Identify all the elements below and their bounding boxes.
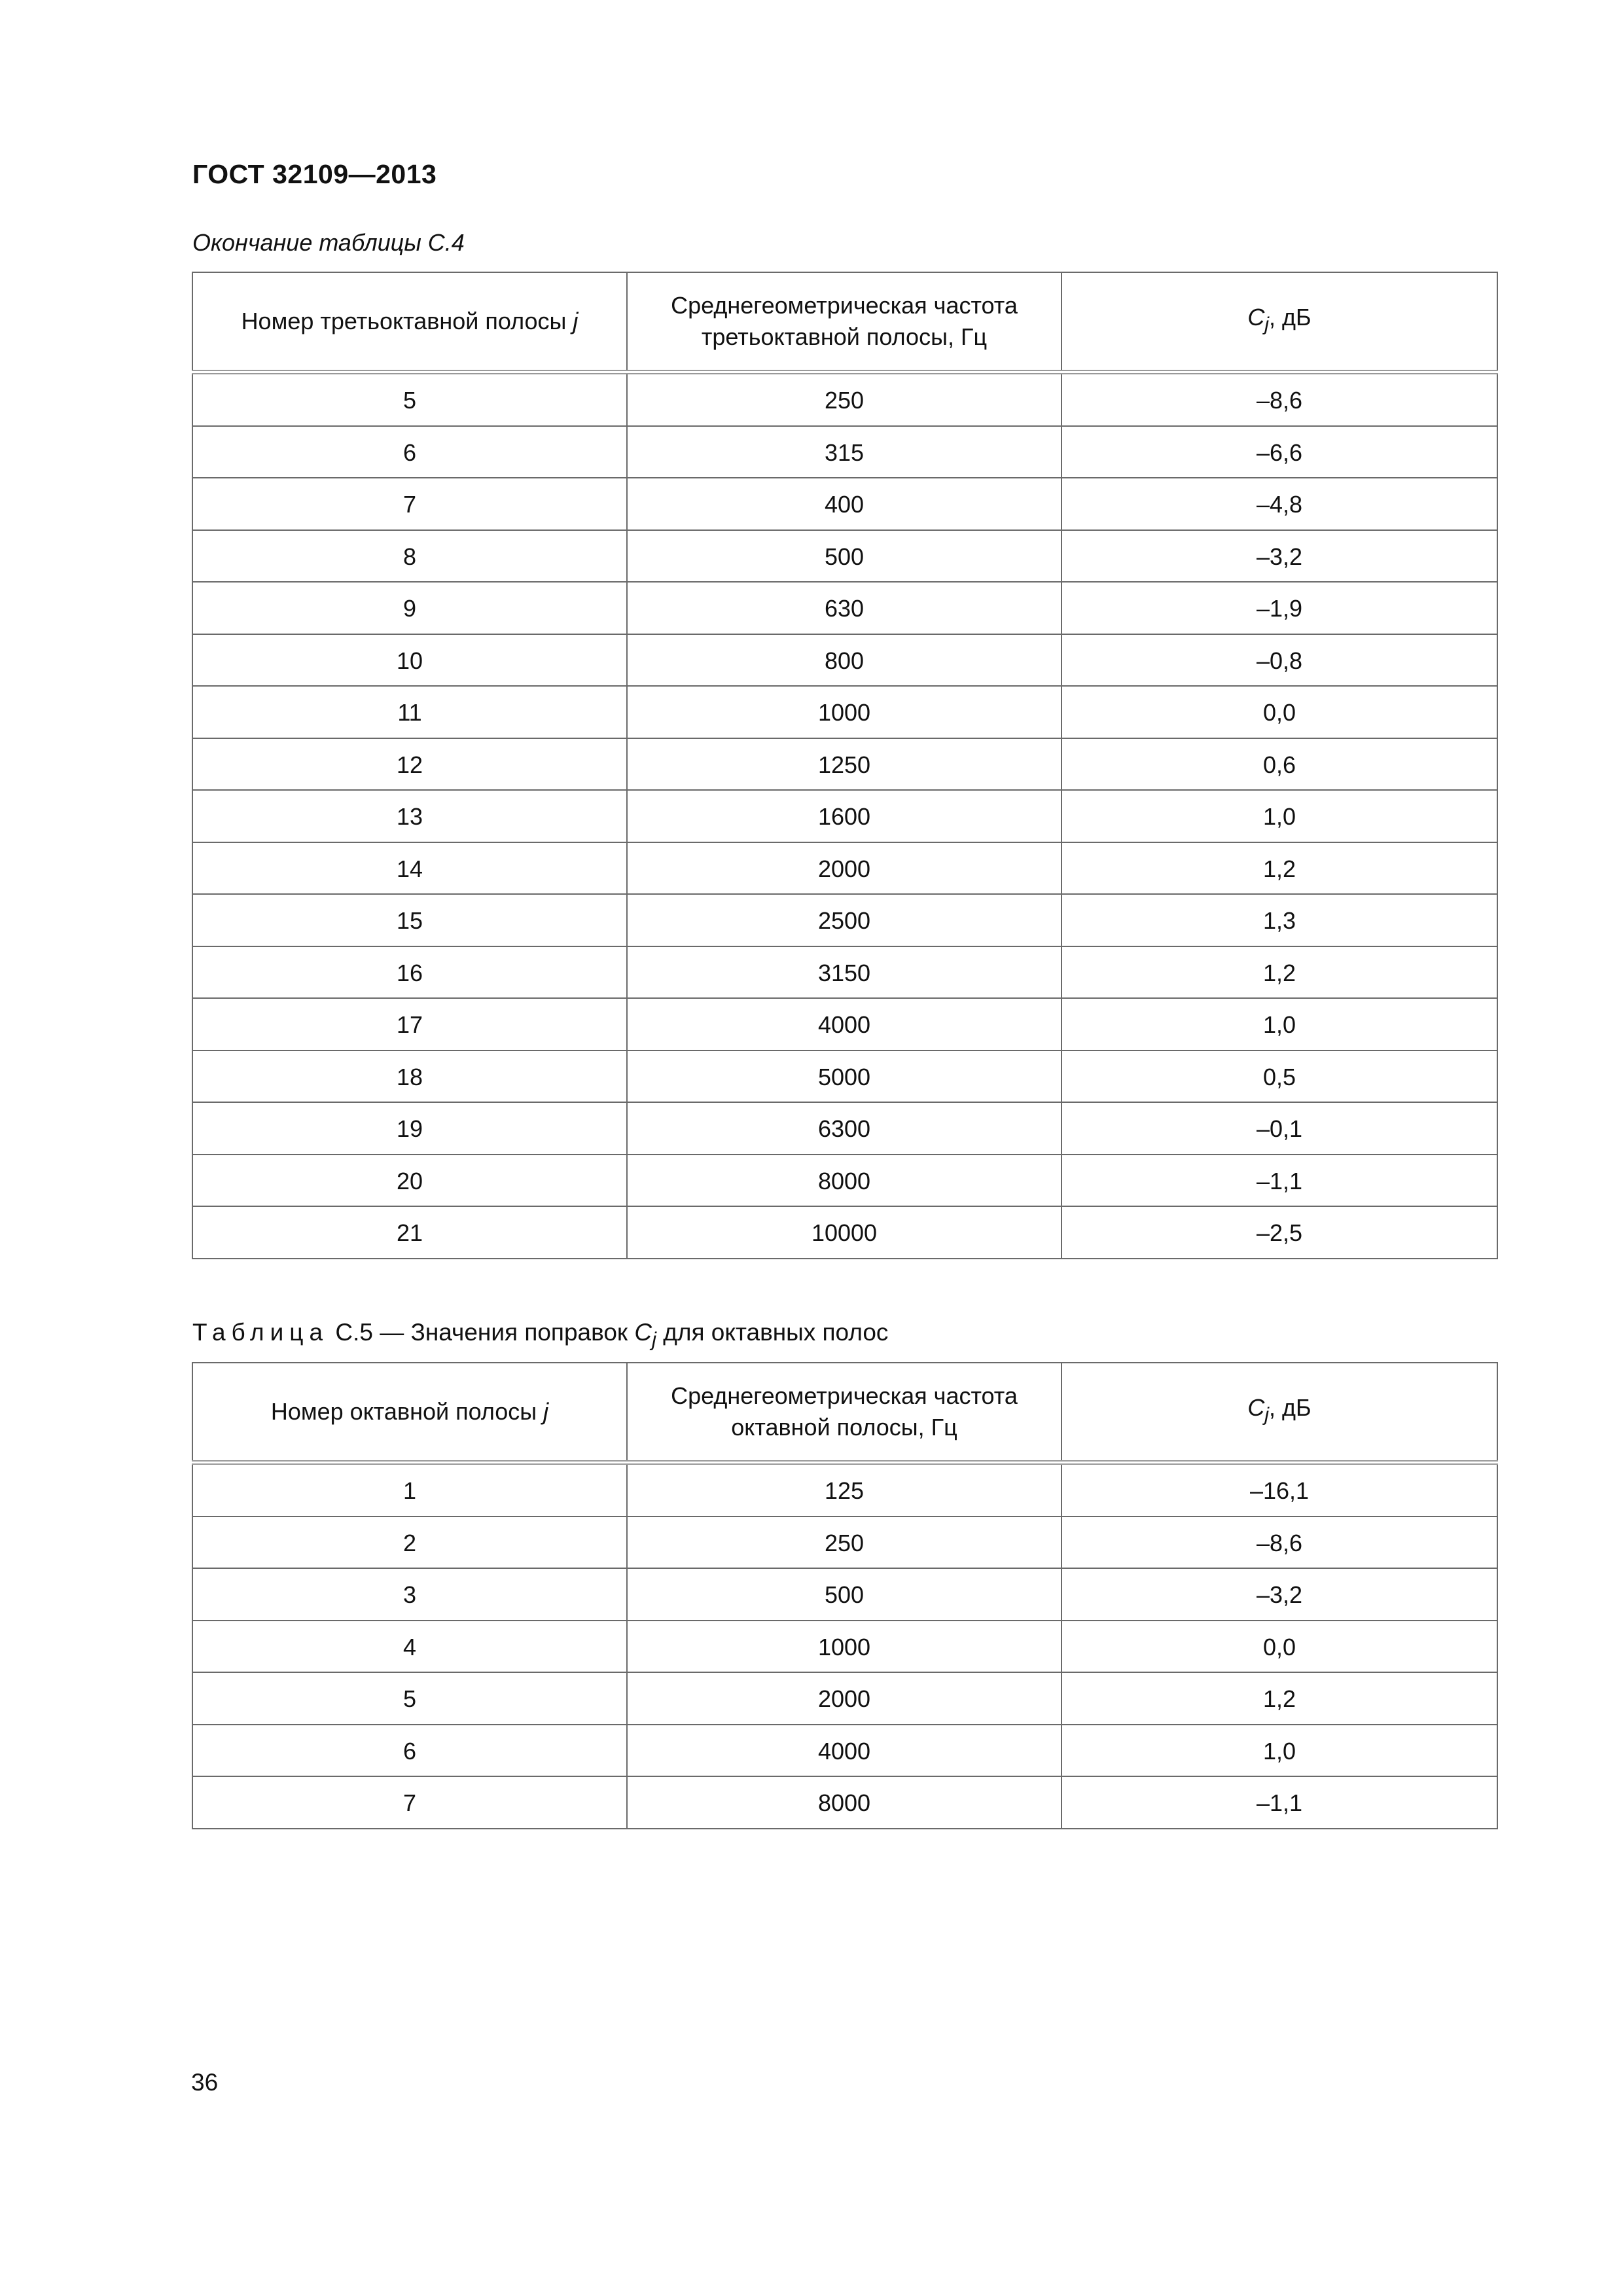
table-c4-correction-cell: 1,0 xyxy=(1061,790,1497,842)
table-c4-band-number-cell: 8 xyxy=(192,530,627,583)
table-c4-band-number-cell: 12 xyxy=(192,738,627,791)
table-c5-band-number-cell: 3 xyxy=(192,1568,627,1621)
table-c5-band-number-cell: 2 xyxy=(192,1516,627,1569)
table-c4-correction-cell: –2,5 xyxy=(1061,1206,1497,1259)
table-c5-row xyxy=(192,1776,1497,1829)
table-c4-header-row xyxy=(192,272,1497,372)
table-c5-row xyxy=(192,1463,1497,1516)
table-c4-frequency-cell: 1250 xyxy=(627,738,1061,791)
table-c4-band-number-cell: 21 xyxy=(192,1206,627,1259)
table-c5-header-band-number: Номер октавной полосы j xyxy=(192,1363,627,1463)
table-c4-correction-cell: 0,6 xyxy=(1061,738,1497,791)
table-c5-frequency-cell: 8000 xyxy=(627,1776,1061,1829)
table-c4-row xyxy=(192,686,1497,738)
table-c4-frequency-cell: 5000 xyxy=(627,1050,1061,1103)
table-c5-correction-cell: 1,2 xyxy=(1061,1672,1497,1725)
table-c5-row xyxy=(192,1672,1497,1725)
table-c4-band-number-cell: 19 xyxy=(192,1102,627,1155)
table-c5-row xyxy=(192,1621,1497,1673)
table-c4-frequency-cell: 400 xyxy=(627,478,1061,530)
table-c4-band-number-cell: 7 xyxy=(192,478,627,530)
table-c4-band-number-cell: 14 xyxy=(192,842,627,895)
table-c5-frequency-cell: 4000 xyxy=(627,1725,1061,1777)
table-c4-band-number-cell: 15 xyxy=(192,894,627,946)
table-c5-frequency-cell: 250 xyxy=(627,1516,1061,1569)
table-c4-correction-cell: 1,0 xyxy=(1061,998,1497,1050)
table-c4-row xyxy=(192,478,1497,530)
table-c4-row xyxy=(192,1050,1497,1103)
table-c5-frequency-cell: 2000 xyxy=(627,1672,1061,1725)
table-c5-correction-cell: –8,6 xyxy=(1061,1516,1497,1569)
document-code: ГОСТ 32109—2013 xyxy=(192,159,437,189)
table-c4-frequency-cell: 2500 xyxy=(627,894,1061,946)
table-c4-correction-cell: –3,2 xyxy=(1061,530,1497,583)
table-c4-row xyxy=(192,426,1497,478)
table-c4-row xyxy=(192,1206,1497,1259)
table-c5-correction-cell: 1,0 xyxy=(1061,1725,1497,1777)
table-c4-caption: Окончание таблицы С.4 xyxy=(192,229,465,256)
table-c4-row xyxy=(192,530,1497,583)
table-c4-correction-cell: –4,8 xyxy=(1061,478,1497,530)
table-c5-frequency-cell: 125 xyxy=(627,1463,1061,1516)
table-c4-band-number-cell: 6 xyxy=(192,426,627,478)
page-number: 36 xyxy=(191,2069,219,2096)
table-c4-frequency-cell: 500 xyxy=(627,530,1061,583)
table-c4-frequency-cell: 10000 xyxy=(627,1206,1061,1259)
table-c4-band-number-cell: 9 xyxy=(192,582,627,634)
table-c4-row xyxy=(192,738,1497,791)
table-c4-frequency-cell: 800 xyxy=(627,634,1061,687)
table-c4-row xyxy=(192,946,1497,999)
table-c4-frequency-cell: 1000 xyxy=(627,686,1061,738)
table-c4-frequency-cell: 6300 xyxy=(627,1102,1061,1155)
table-c4-band-number-cell: 20 xyxy=(192,1155,627,1207)
table-c4-header-frequency: Среднегеометрическая частота третьоктавной полосы, Гц xyxy=(627,272,1061,372)
table-c4-correction-cell: –1,9 xyxy=(1061,582,1497,634)
table-c4-row xyxy=(192,1155,1497,1207)
table-c5-correction-cell: –16,1 xyxy=(1061,1463,1497,1516)
table-c4 xyxy=(192,272,1498,1259)
table-c4-correction-cell: 0,5 xyxy=(1061,1050,1497,1103)
table-c4-frequency-cell: 3150 xyxy=(627,946,1061,999)
table-c4-correction-cell: –6,6 xyxy=(1061,426,1497,478)
table-c4-band-number-cell: 18 xyxy=(192,1050,627,1103)
table-c5-frequency-cell: 500 xyxy=(627,1568,1061,1621)
table-c4-row xyxy=(192,634,1497,687)
table-c4-row xyxy=(192,790,1497,842)
table-c4-row xyxy=(192,842,1497,895)
table-c4-correction-cell: 1,2 xyxy=(1061,946,1497,999)
table-c4-row xyxy=(192,582,1497,634)
table-c5 xyxy=(192,1362,1498,1829)
table-c5-title: Таблица С.5 — Значения поправок $C_j$ для октавных полос xyxy=(192,1319,889,1351)
table-c4-correction-cell: 0,0 xyxy=(1061,686,1497,738)
table-c4-band-number-cell: 5 xyxy=(192,372,627,426)
table-c5-row xyxy=(192,1568,1497,1621)
table-c5-band-number-cell: 6 xyxy=(192,1725,627,1777)
table-c5-body xyxy=(192,1463,1497,1829)
table-c4-band-number-cell: 10 xyxy=(192,634,627,687)
table-c5-header-correction: $C_j$, дБ xyxy=(1061,1363,1497,1463)
table-c4-band-number-cell: 17 xyxy=(192,998,627,1050)
table-c4-frequency-cell: 4000 xyxy=(627,998,1061,1050)
table-c5-band-number-cell: 5 xyxy=(192,1672,627,1725)
table-c4-frequency-cell: 630 xyxy=(627,582,1061,634)
table-c5-frequency-cell: 1000 xyxy=(627,1621,1061,1673)
table-c4-frequency-cell: 250 xyxy=(627,372,1061,426)
table-c4-row xyxy=(192,1102,1497,1155)
table-c5-band-number-cell: 7 xyxy=(192,1776,627,1829)
table-c5-band-number-cell: 1 xyxy=(192,1463,627,1516)
table-c5-row xyxy=(192,1725,1497,1777)
table-c4-frequency-cell: 8000 xyxy=(627,1155,1061,1207)
table-c5-band-number-cell: 4 xyxy=(192,1621,627,1673)
table-c4-header-correction: $C_j$, дБ xyxy=(1061,272,1497,372)
table-c5-header-frequency: Среднегеометрическая частота октавной полосы, Гц xyxy=(627,1363,1061,1463)
table-c4-correction-cell: –0,1 xyxy=(1061,1102,1497,1155)
table-c5-header-row xyxy=(192,1363,1497,1463)
table-c4-frequency-cell: 315 xyxy=(627,426,1061,478)
table-c4-correction-cell: 1,2 xyxy=(1061,842,1497,895)
table-c5-correction-cell: –3,2 xyxy=(1061,1568,1497,1621)
table-c5-row xyxy=(192,1516,1497,1569)
table-c4-correction-cell: 1,3 xyxy=(1061,894,1497,946)
table-c4-correction-cell: –0,8 xyxy=(1061,634,1497,687)
table-c4-frequency-cell: 2000 xyxy=(627,842,1061,895)
table-c4-row xyxy=(192,372,1497,426)
table-c4-band-number-cell: 16 xyxy=(192,946,627,999)
table-c5-correction-cell: 0,0 xyxy=(1061,1621,1497,1673)
table-c4-band-number-cell: 11 xyxy=(192,686,627,738)
table-c4-header-band-number: Номер третьоктавной полосы j xyxy=(192,272,627,372)
table-c4-correction-cell: –8,6 xyxy=(1061,372,1497,426)
table-c4-row xyxy=(192,894,1497,946)
table-c4-row xyxy=(192,998,1497,1050)
table-c4-band-number-cell: 13 xyxy=(192,790,627,842)
table-c4-correction-cell: –1,1 xyxy=(1061,1155,1497,1207)
table-c4-body xyxy=(192,372,1497,1259)
table-c4-frequency-cell: 1600 xyxy=(627,790,1061,842)
table-c5-correction-cell: –1,1 xyxy=(1061,1776,1497,1829)
